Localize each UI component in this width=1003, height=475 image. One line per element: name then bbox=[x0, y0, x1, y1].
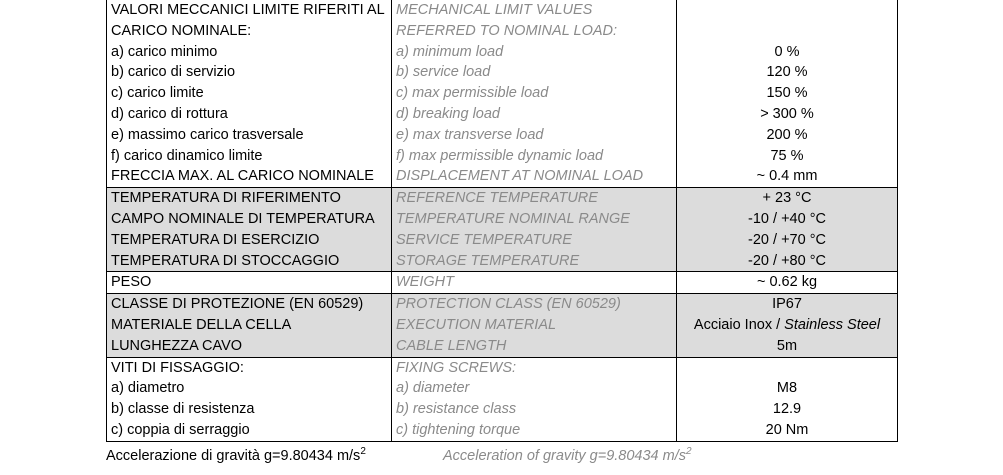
value-cell: -20 / +70 °C bbox=[677, 230, 898, 251]
table-row bbox=[107, 315, 898, 336]
english-label: d) breaking load bbox=[392, 104, 677, 125]
table-row bbox=[107, 83, 898, 104]
english-label: STORAGE TEMPERATURE bbox=[392, 251, 677, 272]
table-row bbox=[107, 420, 898, 441]
value-roman-part: Acciaio Inox / bbox=[693, 316, 785, 333]
english-label: c) max permissible load bbox=[392, 83, 677, 104]
english-label: EXECUTION MATERIAL bbox=[392, 315, 677, 336]
table-row bbox=[107, 294, 898, 315]
table-row bbox=[107, 125, 898, 146]
table-row bbox=[107, 62, 898, 83]
italian-label: CAMPO NOMINALE DI TEMPERATURA bbox=[107, 209, 392, 230]
italian-label: TEMPERATURA DI ESERCIZIO bbox=[107, 230, 392, 251]
table-row bbox=[107, 272, 898, 294]
table-row bbox=[107, 21, 898, 42]
italian-label: TEMPERATURA DI RIFERIMENTO bbox=[107, 188, 392, 209]
table-row bbox=[107, 209, 898, 230]
value-cell: IP67 bbox=[677, 294, 898, 315]
value-cell: 200 % bbox=[677, 125, 898, 146]
value-cell: 0 % bbox=[677, 42, 898, 63]
italian-label: CARICO NOMINALE: bbox=[107, 21, 392, 42]
gravity-note-text: Accelerazione di gravità g=9.80434 m/s bbox=[106, 447, 361, 464]
value-cell bbox=[677, 21, 898, 42]
table-row bbox=[107, 399, 898, 420]
italian-label: FRECCIA MAX. AL CARICO NOMINALE bbox=[107, 166, 392, 187]
english-label: SERVICE TEMPERATURE bbox=[392, 230, 677, 251]
italian-label: a) diametro bbox=[107, 378, 392, 399]
english-label: DISPLACEMENT AT NOMINAL LOAD bbox=[392, 166, 677, 187]
english-label: c) tightening torque bbox=[392, 420, 677, 441]
italian-label: e) massimo carico trasversale bbox=[107, 125, 392, 146]
english-label: CABLE LENGTH bbox=[392, 336, 677, 357]
table-row bbox=[107, 357, 898, 378]
value-cell: ~ 0.4 mm bbox=[677, 166, 898, 187]
italian-label: LUNGHEZZA CAVO bbox=[107, 336, 392, 357]
english-label: REFERRED TO NOMINAL LOAD: bbox=[392, 21, 677, 42]
english-label: FIXING SCREWS: bbox=[392, 357, 677, 378]
value-cell: 5m bbox=[677, 336, 898, 357]
italian-label: c) coppia di serraggio bbox=[107, 420, 392, 441]
table-row bbox=[107, 146, 898, 167]
table-row bbox=[107, 0, 898, 21]
value-cell: M8 bbox=[677, 378, 898, 399]
table-row bbox=[107, 166, 898, 187]
english-label: a) minimum load bbox=[392, 42, 677, 63]
value-cell bbox=[677, 0, 898, 21]
value-cell: 75 % bbox=[677, 146, 898, 167]
english-label: e) max transverse load bbox=[392, 125, 677, 146]
italian-label: MATERIALE DELLA CELLA bbox=[107, 315, 392, 336]
english-label: b) resistance class bbox=[392, 399, 677, 420]
english-label: REFERENCE TEMPERATURE bbox=[392, 188, 677, 209]
italian-label: b) carico di servizio bbox=[107, 62, 392, 83]
italian-label: d) carico di rottura bbox=[107, 104, 392, 125]
english-label: a) diameter bbox=[392, 378, 677, 399]
value-cell: ~ 0.62 kg bbox=[677, 272, 898, 294]
value-cell: > 300 % bbox=[677, 104, 898, 125]
table-row bbox=[107, 230, 898, 251]
value-cell: -20 / +80 °C bbox=[677, 251, 898, 272]
italian-label: VITI DI FISSAGGIO: bbox=[107, 357, 392, 378]
value-cell: 150 % bbox=[677, 83, 898, 104]
italian-label: b) classe di resistenza bbox=[107, 399, 392, 420]
value-cell bbox=[677, 315, 898, 336]
italian-label: TEMPERATURA DI STOCCAGGIO bbox=[107, 251, 392, 272]
value-cell: + 23 °C bbox=[677, 188, 898, 209]
value-cell: 20 Nm bbox=[677, 420, 898, 441]
value-cell: -10 / +40 °C bbox=[677, 209, 898, 230]
italian-label: CLASSE DI PROTEZIONE (EN 60529) bbox=[107, 294, 392, 315]
value-cell: 12.9 bbox=[677, 399, 898, 420]
value-italic-part: Stainless Steel bbox=[784, 316, 881, 333]
italian-label: PESO bbox=[107, 272, 392, 294]
italian-label: VALORI MECCANICI LIMITE RIFERITI AL bbox=[107, 0, 392, 21]
english-label: f) max permissible dynamic load bbox=[392, 146, 677, 167]
english-label: WEIGHT bbox=[392, 272, 677, 294]
gravity-note-english bbox=[443, 446, 692, 464]
english-label: TEMPERATURE NOMINAL RANGE bbox=[392, 209, 677, 230]
spec-table bbox=[106, 0, 898, 442]
english-label: PROTECTION CLASS (EN 60529) bbox=[392, 294, 677, 315]
italian-label: f) carico dinamico limite bbox=[107, 146, 392, 167]
table-row bbox=[107, 104, 898, 125]
italian-label: a) carico minimo bbox=[107, 42, 392, 63]
table-row bbox=[107, 42, 898, 63]
table-row bbox=[107, 336, 898, 357]
value-cell: 120 % bbox=[677, 62, 898, 83]
gravity-exponent: 2 bbox=[686, 446, 692, 457]
gravity-note-text: Acceleration of gravity g=9.80434 m/s bbox=[443, 447, 687, 464]
table-row bbox=[107, 378, 898, 399]
table-row bbox=[107, 188, 898, 209]
english-label: MECHANICAL LIMIT VALUES bbox=[392, 0, 677, 21]
table-row bbox=[107, 251, 898, 272]
gravity-note-italian bbox=[106, 446, 366, 464]
gravity-exponent: 2 bbox=[360, 446, 366, 457]
value-cell bbox=[677, 357, 898, 378]
english-label: b) service load bbox=[392, 62, 677, 83]
italian-label: c) carico limite bbox=[107, 83, 392, 104]
